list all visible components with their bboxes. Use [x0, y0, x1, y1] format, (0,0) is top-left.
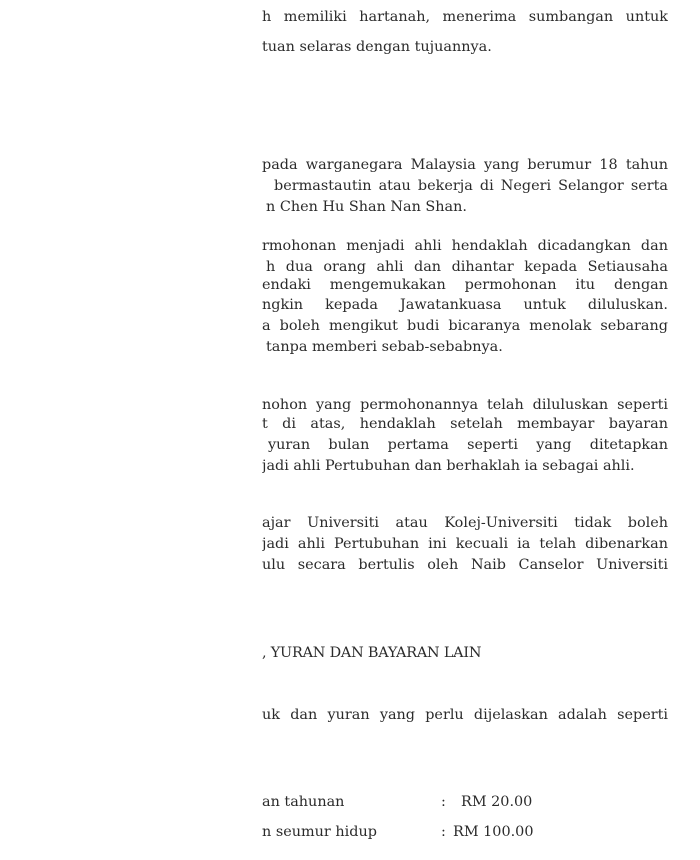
paragraph-4-line-4: jadi ahli Pertubuhan dan berhaklah ia sebagai ahli. — [262, 458, 635, 474]
paragraph-2-line-1: pada warganegara Malaysia yang berumur 18 tahun — [262, 157, 668, 173]
paragraph-5-line-2: jadi ahli Pertubuhan ini kecuali ia telah dibenarkan — [262, 536, 668, 552]
fee-colon-annual: : — [441, 794, 446, 810]
paragraph-4-line-2: t di atas, hendaklah setelah membayar bayaran — [262, 416, 668, 432]
paragraph-4-line-1: nohon yang permohonannya telah diluluskan seperti — [262, 397, 668, 413]
fee-value-lifetime: RM 100.00 — [453, 824, 534, 840]
paragraph-1-line-2: tuan selaras dengan tujuannya. — [262, 39, 492, 55]
paragraph-2-line-2: bermastautin atau bekerja di Negeri Selangor serta — [274, 178, 668, 194]
paragraph-3-line-2: h dua orang ahli dan dihantar kepada Setiausaha — [266, 259, 668, 275]
section-heading: , YURAN DAN BAYARAN LAIN — [262, 645, 482, 661]
paragraph-3-line-1: rmohonan menjadi ahli hendaklah dicadangkan dan — [262, 238, 668, 254]
paragraph-3-line-3: endaki mengemukakan permohonan itu dengan — [262, 277, 668, 293]
fee-value-annual: RM 20.00 — [461, 794, 533, 810]
paragraph-1-line-1: h memiliki hartanah, menerima sumbangan untuk — [262, 9, 668, 25]
page-right-edge — [668, 0, 700, 860]
section-intro: uk dan yuran yang perlu dijelaskan adalah seperti — [262, 707, 668, 723]
fee-label-lifetime: n seumur hidup — [262, 824, 377, 840]
paragraph-4-line-3: yuran bulan pertama seperti yang ditetapkan — [268, 437, 668, 453]
paragraph-3-line-4: ngkin kepada Jawatankuasa untuk diluluskan. — [262, 297, 668, 313]
paragraph-5-line-1: ajar Universiti atau Kolej-Universiti tidak boleh — [262, 515, 668, 531]
paragraph-2-line-3: n Chen Hu Shan Nan Shan. — [266, 199, 467, 215]
paragraph-3-line-6: tanpa memberi sebab-sebabnya. — [266, 339, 503, 355]
paragraph-5-line-3: ulu secara bertulis oleh Naib Canselor Universiti — [262, 557, 668, 573]
fee-label-annual: an tahunan — [262, 794, 345, 810]
paragraph-3-line-5: a boleh mengikut budi bicaranya menolak sebarang — [262, 318, 668, 334]
fee-colon-lifetime: : — [441, 824, 446, 840]
